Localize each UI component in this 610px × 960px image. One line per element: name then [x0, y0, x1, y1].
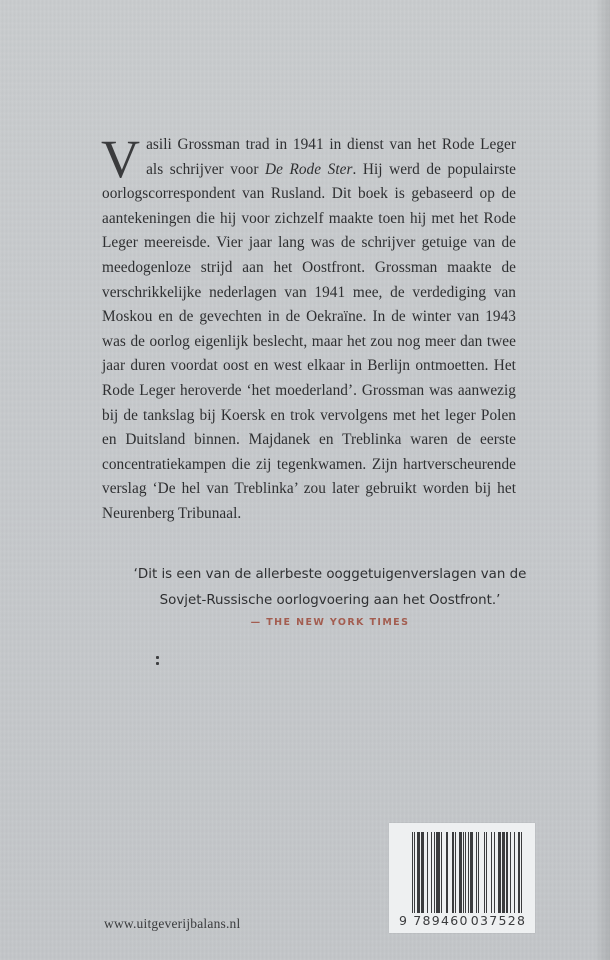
drop-cap: V — [101, 129, 141, 189]
newspaper-title: De Rode Ster — [265, 160, 353, 178]
barcode-module — [521, 832, 522, 918]
barcode-digits — [399, 913, 527, 928]
quote-line-2: Sovjet-Russische oorlogvoering aan het Oostfront.’ — [159, 593, 501, 608]
blurb-intro: asili Grossman trad in 1941 in dienst van het Rode Leger als schrijver voor — [146, 136, 516, 178]
ornament-dot-top — [156, 656, 159, 659]
barcode-digit-group-2: 037528 — [470, 913, 527, 928]
press-quote — [120, 562, 540, 631]
quote-attribution: — THE NEW YORK TIMES — [250, 617, 410, 628]
publisher-website-link[interactable]: www.uitgeverijbalans.nl — [104, 916, 241, 931]
barcode-digit-lead: 9 — [399, 913, 409, 928]
barcode-bars-icon — [412, 832, 522, 918]
colon-ornament-icon — [156, 655, 160, 669]
quote-line-1: ‘Dit is een van de allerbeste ooggetuigenverslagen van de — [133, 567, 527, 582]
blurb-body: . Hij werd de populairste oorlogscorrespondent van Rusland. Dit boek is gebaseerd op de aantekeningen die hij voor zichzelf maakte toen hij met het Rode Leger meereisde. Vier jaar lang was de schrijver getuige van de meedogenloze strijd aan het Oostfront. Grossman maakte de verschrikkelijke nederlagen van 1941 mee, de verdediging van Moskou en de gevechten in de Oekraïne. In de winter van 1943 was de oorlog eigenlijk beslecht, maar het zou nog meer dan twee jaar duren voordat oost en west elkaar in Berlijn ontmoetten. Het Rode Leger heroverde ‘het moederland’. Grossman was aanwezig bij de tankslag bij Koersk en trok vervolgens met het leger Polen en Duitsland binnen. Majdanek en Treblinka waren de eerste concentratiekampen die zij tegenkwamen. Zijn hartverscheurende verslag ‘De hel van Treblinka’ zou later gebruikt worden bij het Neurenberg Tribunaal. — [102, 160, 516, 522]
ornament-dot-bottom — [156, 662, 159, 665]
blurb-paragraph — [101, 129, 516, 527]
isbn-barcode — [389, 823, 535, 933]
barcode-digit-group-1: 789460 — [413, 913, 469, 928]
